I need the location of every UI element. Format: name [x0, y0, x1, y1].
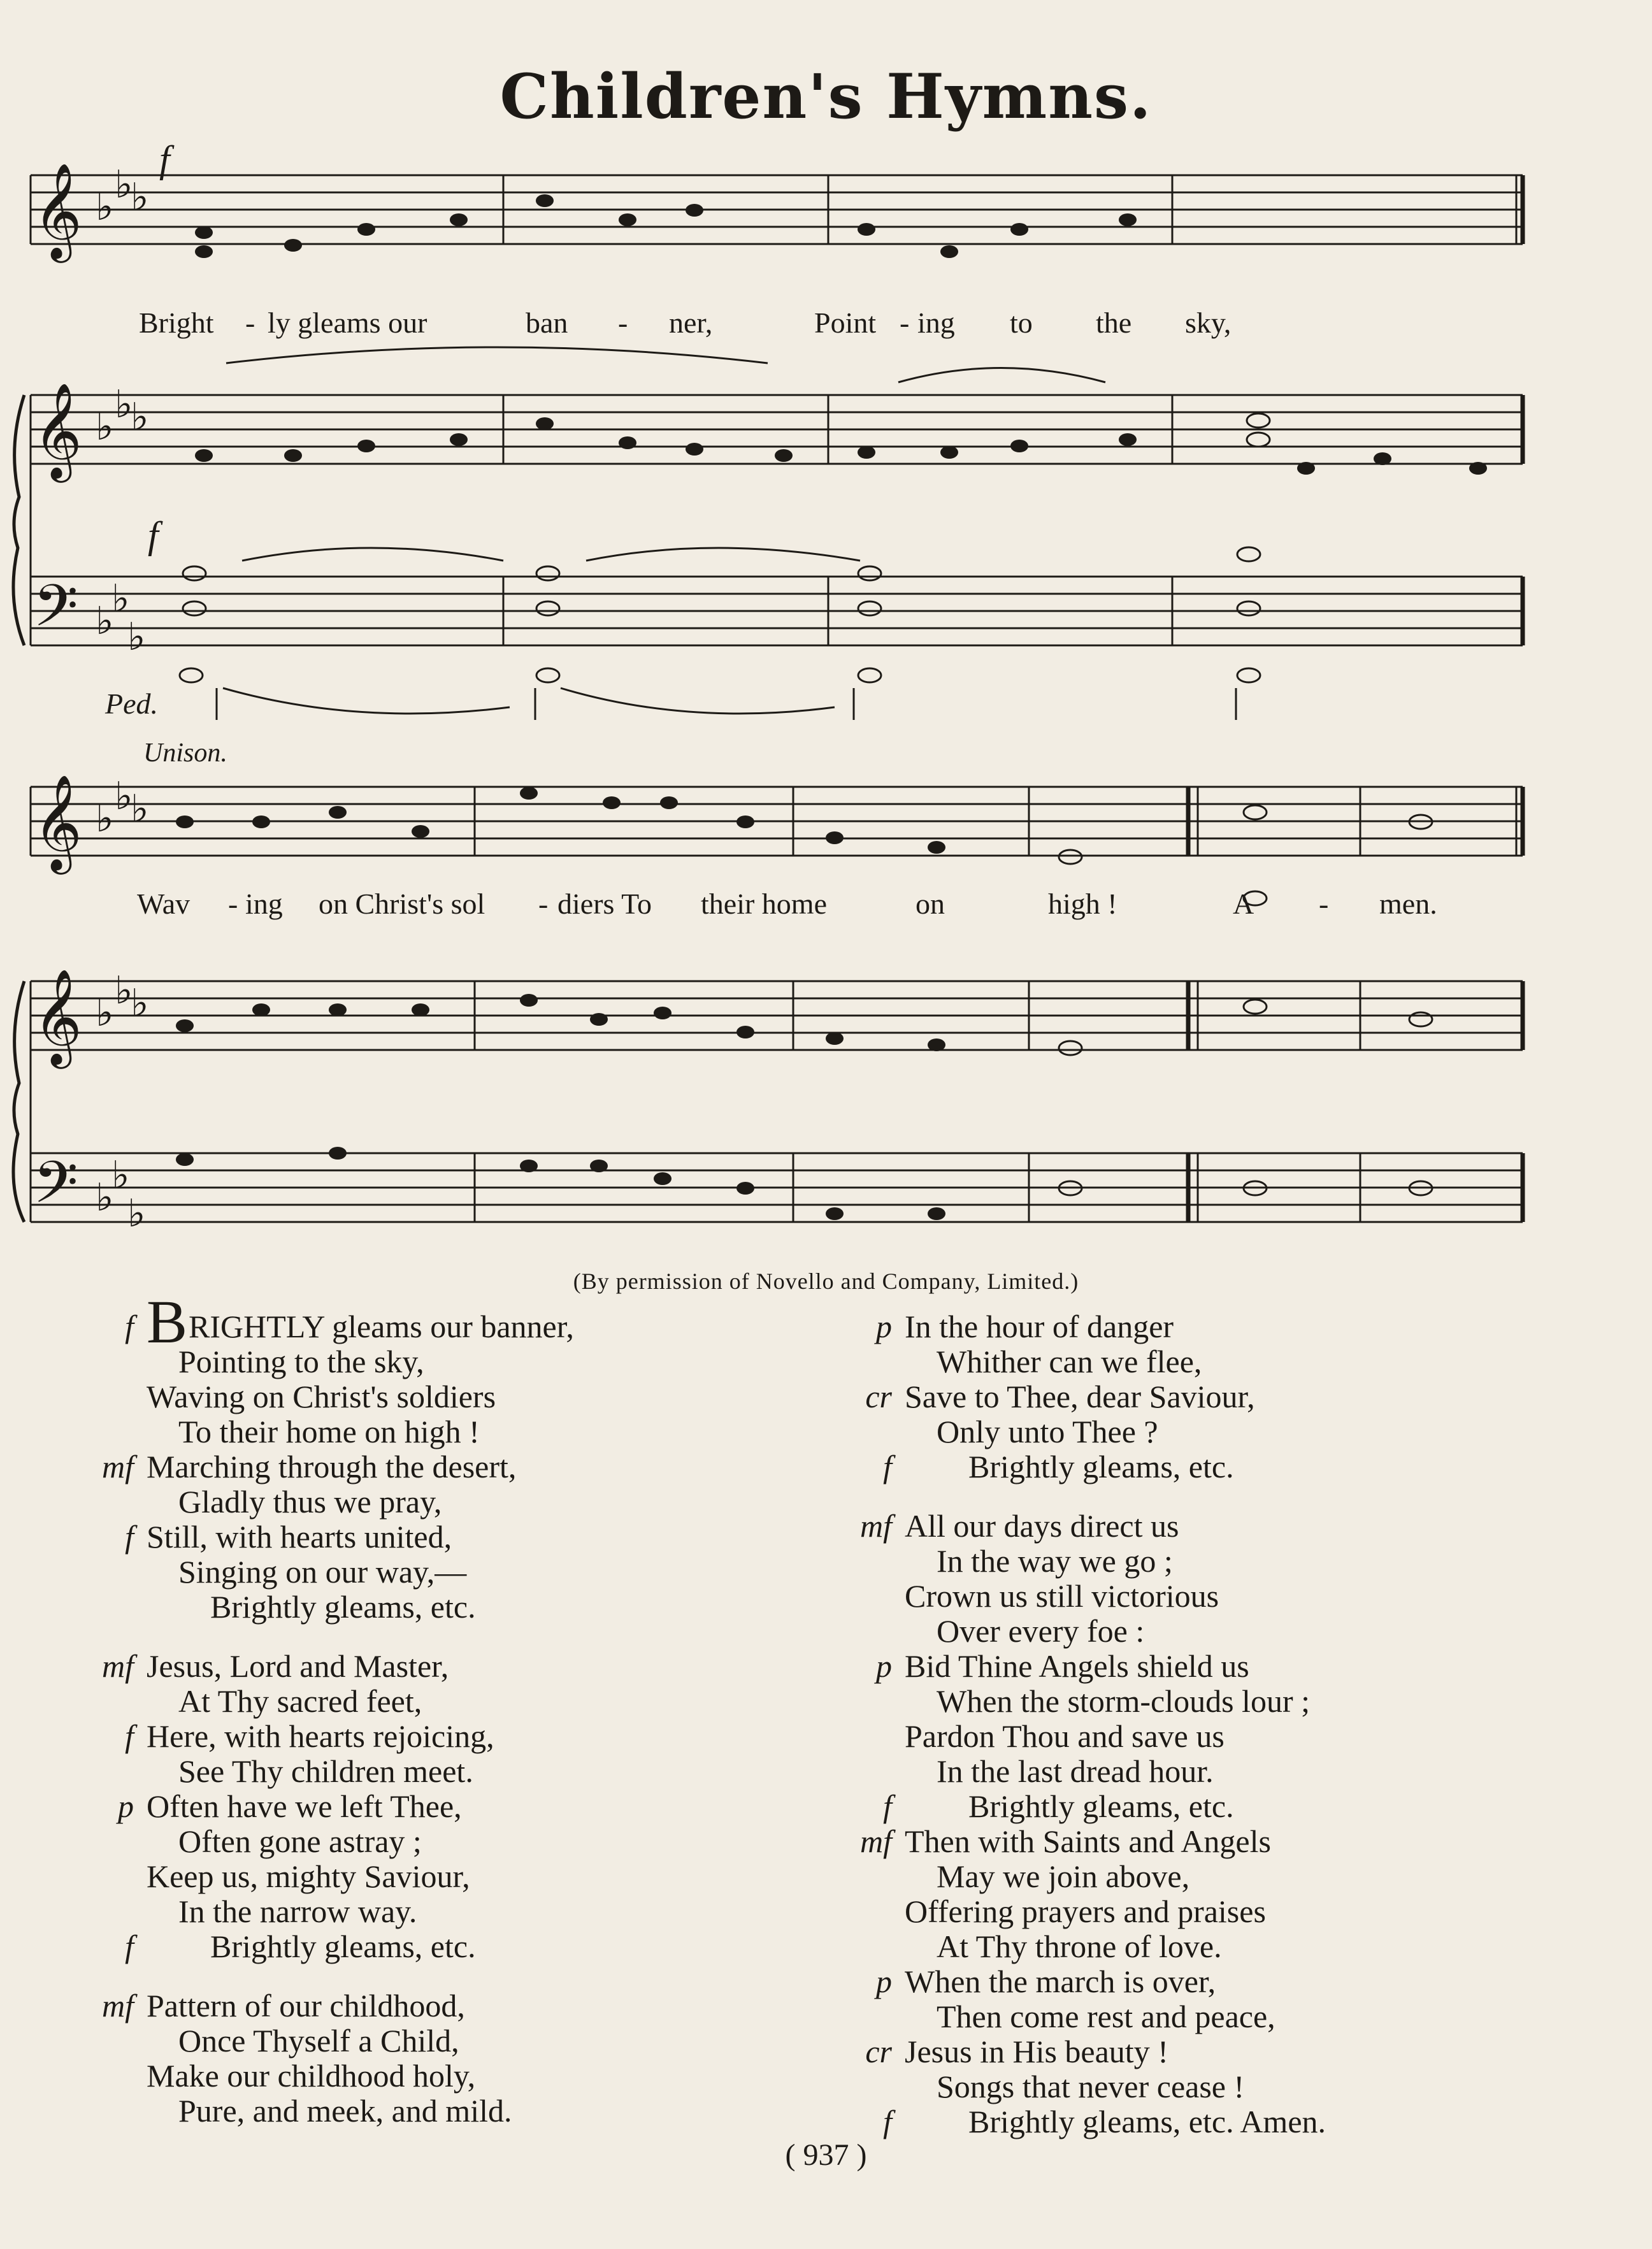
verse-text: [968, 1449, 1234, 1484]
verse-text-content: Waving on Christ's soldiers: [147, 1379, 496, 1414]
stanza: [70, 1288, 803, 1625]
dynamic-mark: f: [125, 1309, 134, 1344]
lyric-syllable: high !: [1048, 887, 1117, 920]
lyric-syllable: -: [245, 306, 255, 339]
svg-text:♭: ♭: [96, 405, 114, 449]
verse-line: [828, 1964, 1593, 1999]
verse-text: [178, 1555, 466, 1590]
verse-line: [828, 2069, 1593, 2104]
verse-text: [178, 1824, 422, 1859]
svg-text:♭: ♭: [115, 162, 133, 207]
verse-text: [147, 1789, 462, 1824]
verse-line: [70, 1555, 803, 1590]
verse-text: [905, 1719, 1225, 1754]
svg-text:♭: ♭: [127, 1191, 146, 1236]
svg-text:♭: ♭: [111, 577, 130, 621]
svg-text:𝄢: 𝄢: [33, 572, 78, 654]
dynamic-mark: cr: [865, 1379, 892, 1414]
svg-text:♭: ♭: [115, 774, 133, 819]
verse-line: [828, 1579, 1593, 1614]
svg-text:𝄞: 𝄞: [33, 162, 82, 259]
verse-line: [828, 1929, 1593, 1964]
verse-text-content: Pattern of our childhood,: [147, 1988, 465, 2023]
lyric-syllable: their home: [701, 887, 827, 920]
lyric-syllable: ner,: [669, 306, 713, 339]
verse-text-content: When the storm-clouds lour ;: [937, 1683, 1310, 1719]
verse-text-content: May we join above,: [937, 1858, 1190, 1894]
ped-mark: Ped.: [105, 687, 159, 720]
verse-line: [70, 1988, 803, 2023]
verse-line: [828, 1544, 1593, 1579]
verse-text-content: Over every foe :: [937, 1613, 1145, 1649]
dynamic-mark: p: [118, 1788, 134, 1824]
verse-text: [905, 1509, 1179, 1544]
verse-text-content: Then with Saints and Angels: [905, 1823, 1271, 1859]
lyric-syllable: Point: [814, 306, 877, 339]
staff-organ-bass-2: [31, 981, 1523, 1222]
verse-text: [937, 1684, 1310, 1719]
verse-text: [937, 1859, 1189, 1894]
verse-text: [937, 1544, 1173, 1579]
verse-text: [905, 1824, 1271, 1859]
verse-text: [147, 1520, 452, 1555]
verse-text: [905, 1379, 1255, 1414]
verse-text: [147, 1288, 574, 1356]
verse-text-content: When the march is over,: [905, 1964, 1216, 1999]
verse-text-content: Here, with hearts rejoicing,: [147, 1718, 494, 1754]
verse-text: [178, 1894, 417, 1929]
lyric-syllable: -: [228, 887, 238, 920]
dynamic-mark: p: [876, 1648, 892, 1684]
verse-text: [147, 1719, 494, 1754]
lyric-syllable: on Christ's sol: [319, 887, 485, 920]
verse-text-content: Save to Thee, dear Saviour,: [905, 1379, 1255, 1414]
verse-line: [828, 1509, 1593, 1544]
stanza: [828, 1309, 1593, 1484]
lyric-syllable: -: [618, 306, 628, 339]
verse-text: [905, 1579, 1219, 1614]
verse-text: [178, 2094, 512, 2129]
lyric-syllable: ly gleams our: [268, 306, 427, 339]
verse-text-content: Still, with hearts united,: [147, 1519, 452, 1555]
verse-line: [70, 2094, 803, 2129]
verse-text: [937, 1414, 1158, 1449]
verse-text-content: Marching through the desert,: [147, 1449, 517, 1484]
verse-line: [828, 2034, 1593, 2069]
verse-text-content: Often gone astray ;: [178, 1823, 422, 1859]
dynamic-mark: f: [125, 1929, 134, 1964]
verse-text-content: In the hour of danger: [905, 1309, 1174, 1344]
lyric-syllable: A: [1233, 887, 1254, 920]
verse-text-content: Bid Thine Angels shield us: [905, 1648, 1249, 1684]
verse-line: [70, 1824, 803, 1859]
page-number: ( 937 ): [785, 2138, 867, 2172]
verses-left-column: [70, 1288, 803, 2153]
verse-text: [178, 1484, 442, 1520]
verse-text-content: Brightly gleams, etc.: [210, 1929, 476, 1964]
verse-text: [937, 1614, 1144, 1649]
verse-line: [70, 1449, 803, 1484]
verse-text-content: See Thy children meet.: [178, 1753, 473, 1789]
verse-text-content: Singing on our way,—: [178, 1554, 467, 1590]
page-title: Children's Hymns.: [499, 61, 1153, 133]
verse-text-content: Only unto Thee ?: [937, 1414, 1158, 1449]
verse-line: [828, 2104, 1593, 2139]
verse-text: [937, 1754, 1214, 1789]
verse-text: [178, 1414, 480, 1449]
verse-line: [70, 1520, 803, 1555]
verse-line: [70, 1929, 803, 1964]
verse-text: [968, 1789, 1234, 1824]
verse-line: [828, 1684, 1593, 1719]
stanza: [70, 1988, 803, 2129]
verse-line: [828, 1754, 1593, 1789]
verse-text: [147, 1859, 470, 1894]
staff-organ-treble-2: [31, 981, 1523, 1050]
svg-text:♭: ♭: [115, 968, 133, 1013]
verse-line: [828, 1824, 1593, 1859]
verse-text: [937, 1929, 1222, 1964]
verse-line: [70, 1684, 803, 1719]
dynamic-mark: cr: [865, 2034, 892, 2069]
verse-line: [828, 1859, 1593, 1894]
drop-cap: B: [147, 1288, 188, 1356]
verse-text: [178, 1344, 424, 1379]
verse-line: [828, 1649, 1593, 1684]
verse-text: [905, 2034, 1168, 2069]
dynamic-mark: p: [876, 1964, 892, 1999]
verse-text-content: Pardon Thou and save us: [905, 1718, 1225, 1754]
lyric-syllable: diers To: [557, 887, 652, 920]
verse-text-content: At Thy throne of love.: [937, 1929, 1222, 1964]
verse-text-content: Often have we left Thee,: [147, 1788, 462, 1824]
lyric-syllable: -: [538, 887, 549, 920]
lyric-syllable: on: [916, 887, 945, 920]
verse-line: [828, 1379, 1593, 1414]
dynamic-mark: f: [125, 1519, 134, 1555]
verse-text-content: Brightly gleams, etc.: [210, 1589, 476, 1625]
svg-text:♭: ♭: [131, 175, 149, 220]
dynamic-mark: mf: [102, 1648, 134, 1684]
verse-text-content: In the narrow way.: [178, 1893, 417, 1929]
verse-text-content: RIGHTLY gleams our banner,: [189, 1309, 574, 1344]
lyric-syllable: Wav: [137, 887, 190, 920]
verse-text-content: Jesus, Lord and Master,: [147, 1648, 449, 1684]
notes-system-2: [176, 787, 945, 1220]
verse-text-content: Then come rest and peace,: [937, 1999, 1275, 2034]
verse-line: [828, 1999, 1593, 2034]
svg-text:𝄞: 𝄞: [33, 382, 82, 478]
svg-text:♭: ♭: [96, 1175, 114, 1220]
svg-text:𝄢: 𝄢: [33, 1149, 78, 1230]
lyric-syllable: Bright: [139, 306, 214, 339]
stanza: [70, 1649, 803, 1964]
lyric-syllable: sky,: [1185, 306, 1232, 339]
verse-text-content: In the last dread hour.: [937, 1753, 1214, 1789]
verse-text-content: Songs that never cease !: [937, 2069, 1245, 2104]
dynamic-mark: f: [883, 1788, 892, 1824]
lyric-syllable: -: [900, 306, 910, 339]
lyric-syllable: ing: [245, 887, 283, 920]
verse-text-content: Brightly gleams, etc. Amen.: [968, 2104, 1326, 2139]
verse-text-content: Once Thyself a Child,: [178, 2023, 459, 2059]
verse-text: [147, 2059, 475, 2094]
verse-line: [70, 1649, 803, 1684]
permission-note: (By permission of Novello and Company, Limited.): [573, 1268, 1079, 1294]
verse-text-content: All our days direct us: [905, 1508, 1179, 1544]
forte-mark-1: f: [159, 138, 170, 180]
svg-text:♭: ♭: [131, 787, 149, 831]
verse-text: [210, 1929, 476, 1964]
verse-line: [70, 2059, 803, 2094]
verse-text: [178, 1754, 473, 1789]
dynamic-mark: f: [125, 1718, 134, 1754]
dynamic-mark: p: [876, 1309, 892, 1344]
verse-text: [905, 1964, 1216, 1999]
verse-line: [70, 1414, 803, 1449]
verse-text-content: To their home on high !: [178, 1414, 480, 1449]
verse-line: [70, 1288, 803, 1356]
svg-text:♭: ♭: [96, 991, 114, 1035]
lyric-syllable: -: [1319, 887, 1329, 920]
dynamic-mark: mf: [860, 1823, 892, 1859]
dynamic-mark: mf: [102, 1449, 134, 1484]
lyric-syllable: ban: [526, 306, 568, 339]
unison-mark: Unison.: [143, 738, 227, 768]
dynamic-mark: mf: [102, 1988, 134, 2023]
verse-text-content: Make our childhood holy,: [147, 2058, 476, 2094]
verse-text-content: Pure, and meek, and mild.: [178, 2093, 512, 2129]
staff-organ-bass-1: [31, 395, 1523, 645]
svg-text:♭: ♭: [127, 615, 146, 659]
dynamic-mark: f: [883, 1449, 892, 1484]
verse-line: [828, 1344, 1593, 1379]
verse-line: [70, 1789, 803, 1824]
dynamic-mark: mf: [860, 1508, 892, 1544]
dynamic-mark: f: [883, 2104, 892, 2139]
svg-text:♭: ♭: [115, 382, 133, 427]
verse-text-content: Crown us still victorious: [905, 1578, 1219, 1614]
verse-text: [905, 1894, 1266, 1929]
verse-line: [70, 1859, 803, 1894]
verse-text: [905, 1309, 1174, 1344]
verse-line: [70, 1590, 803, 1625]
verse-line: [828, 1719, 1593, 1754]
verse-text: [147, 1988, 465, 2023]
verse-text-content: Whither can we flee,: [937, 1344, 1202, 1379]
verse-text: [178, 2023, 459, 2059]
verse-line: [828, 1414, 1593, 1449]
svg-text:𝄞: 𝄞: [33, 773, 82, 870]
verse-line: [828, 1614, 1593, 1649]
verse-line: [828, 1309, 1593, 1344]
lyric-syllable: to: [1010, 306, 1033, 339]
svg-text:𝄞: 𝄞: [33, 968, 82, 1065]
verse-text: [937, 2069, 1244, 2104]
verse-text-content: Offering prayers and praises: [905, 1893, 1266, 1929]
svg-text:♭: ♭: [96, 185, 114, 229]
verse-text: [210, 1590, 476, 1625]
svg-text:♭: ♭: [131, 981, 149, 1026]
verse-line: [70, 1754, 803, 1789]
svg-text:♭: ♭: [96, 599, 114, 643]
verse-text-content: Jesus in His beauty !: [905, 2034, 1168, 2069]
verse-text-content: At Thy sacred feet,: [178, 1683, 422, 1719]
verse-text-content: Pointing to the sky,: [178, 1344, 424, 1379]
verse-text-content: Brightly gleams, etc.: [968, 1449, 1234, 1484]
verse-line: [70, 1379, 803, 1414]
verse-text-content: In the way we go ;: [937, 1543, 1173, 1579]
verse-text-content: Keep us, mighty Saviour,: [147, 1858, 470, 1894]
verse-text: [147, 1649, 449, 1684]
lyric-syllable: the: [1096, 306, 1132, 339]
verse-line: [828, 1894, 1593, 1929]
verse-text-content: Brightly gleams, etc.: [968, 1788, 1234, 1824]
verse-line: [70, 1344, 803, 1379]
svg-text:♭: ♭: [131, 395, 149, 440]
verse-line: [828, 1789, 1593, 1824]
stanza: [828, 1509, 1593, 2139]
staff-melody-1: [31, 175, 1523, 244]
verse-line: [70, 1719, 803, 1754]
lyric-syllable: ing: [917, 306, 955, 339]
verse-text: [905, 1649, 1249, 1684]
verse-text: [147, 1379, 496, 1414]
verse-text: [937, 1344, 1202, 1379]
svg-text:♭: ♭: [96, 796, 114, 841]
verse-line: [70, 2023, 803, 2059]
verse-line: [70, 1894, 803, 1929]
verse-line: [828, 1449, 1593, 1484]
verse-text: [937, 1999, 1275, 2034]
verse-line: [70, 1484, 803, 1520]
verse-text: [968, 2104, 1326, 2139]
verse-text: [178, 1684, 422, 1719]
lyric-syllable: men.: [1379, 887, 1437, 920]
verses-right-column: [828, 1309, 1593, 2164]
svg-text:♭: ♭: [111, 1153, 130, 1198]
forte-mark-2: f: [148, 514, 159, 556]
verse-text-content: Gladly thus we pray,: [178, 1484, 442, 1520]
verse-text: [147, 1449, 516, 1484]
